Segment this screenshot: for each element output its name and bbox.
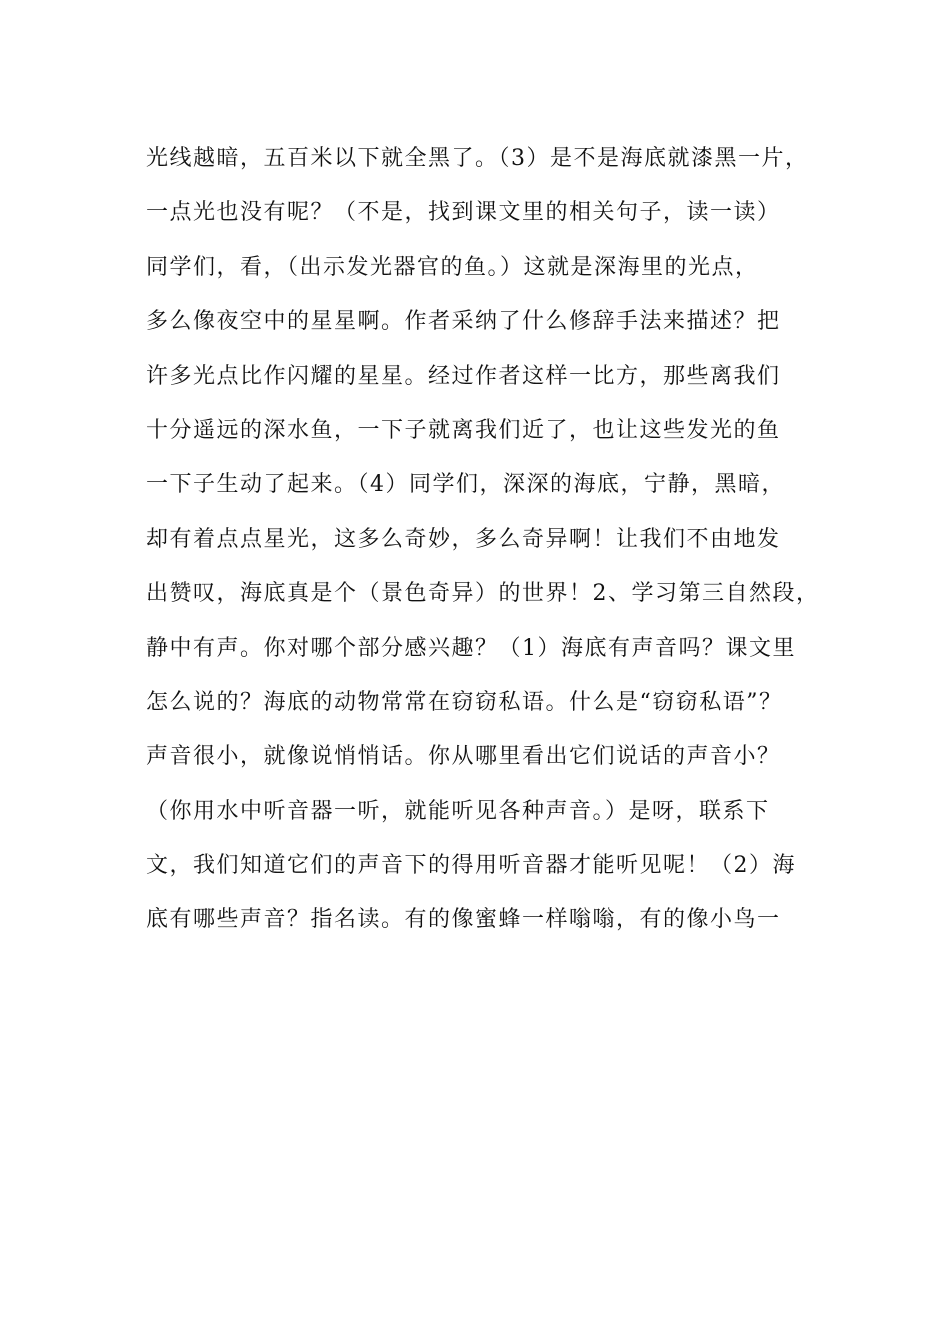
text-line: 声音很小，就像说悄悄话。你从哪里看出它们说话的声音小？ — [146, 744, 781, 770]
text-line: 一点光也没有呢？（不是，找到课文里的相关句子，读一读） — [146, 200, 781, 226]
text-line: 却有着点点星光，这多么奇妙，多么奇异啊！让我们不由地发 — [146, 526, 781, 552]
text-line: 文，我们知道它们的声音下的得用听音器才能听见呢！（2）海 — [146, 853, 796, 879]
text-line: 一下子生动了起来。（4）同学们，深深的海底，宁静，黑暗， — [146, 472, 785, 498]
text-line: 底有哪些声音？指名读。有的像蜜蜂一样嗡嗡，有的像小鸟一 — [146, 907, 781, 933]
text-line: 怎么说的？海底的动物常常在窃窃私语。什么是“窃窃私语”？ — [146, 689, 783, 715]
text-line: （你用水中听音器一听，就能听见各种声音。）是呀，联系下 — [146, 798, 770, 824]
document-text-body — [146, 132, 826, 948]
text-line: 许多光点比作闪耀的星星。经过作者这样一比方，那些离我们 — [146, 363, 781, 389]
text-line: 静中有声。你对哪个部分感兴趣？（1）海底有声音吗？课文里 — [146, 635, 796, 661]
text-line: 出赞叹，海底真是个（景色奇异）的世界！2、学习第三自然段， — [146, 581, 820, 607]
text-line: 十分遥远的深水鱼，一下子就离我们近了，也让这些发光的鱼 — [146, 417, 781, 443]
text-line: 同学们，看，（出示发光器官的鱼。）这就是深海里的光点， — [146, 254, 759, 280]
text-line: 多么像夜空中的星星啊。作者采纳了什么修辞手法来描述？把 — [146, 309, 781, 335]
text-line: 光线越暗，五百米以下就全黑了。（3）是不是海底就漆黑一片， — [146, 146, 809, 171]
